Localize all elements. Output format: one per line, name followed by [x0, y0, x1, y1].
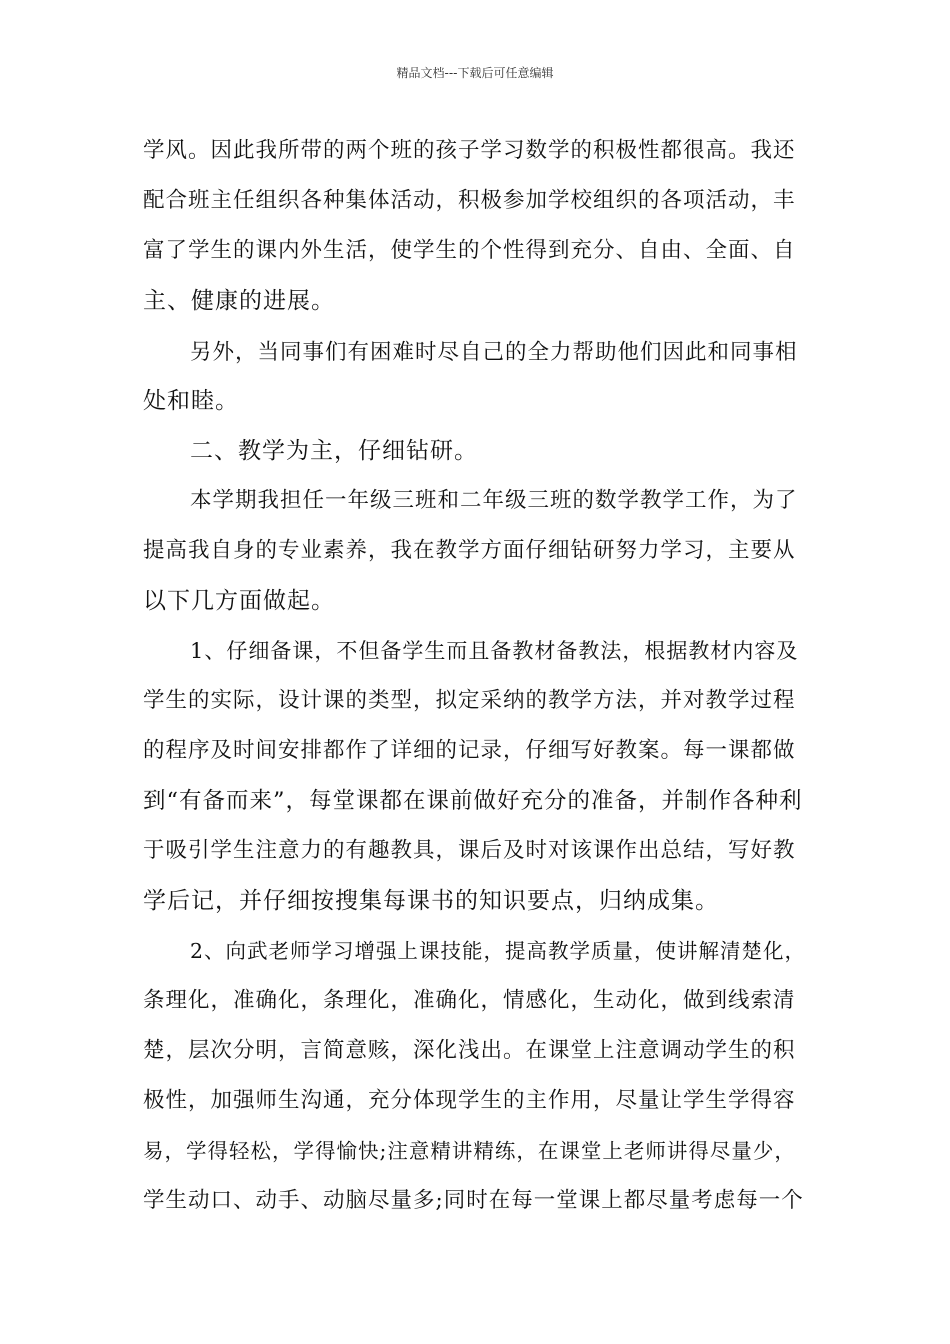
text-line: 极性，加强师生沟通，充分体现学生的主作用，尽量让学生学得容: [143, 1088, 796, 1113]
text-line: 配合班主任组织各种集体活动，积极参加学校组织的各项活动，丰: [143, 188, 796, 213]
text-line: 提高我自身的专业素养，我在教学方面仔细钻研努力学习，主要从: [143, 538, 796, 563]
text-line: 以下几方面做起。: [143, 588, 335, 614]
text-line: 楚，层次分明，言简意赅，深化浅出。在课堂上注意调动学生的积: [143, 1038, 796, 1063]
text-line: 学风。因此我所带的两个班的孩子学习数学的积极性都很高。我还: [143, 138, 796, 163]
text-line: 二、教学为主，仔细钻研。: [190, 438, 478, 464]
text-line: 本学期我担任一年级三班和二年级三班的数学教学工作，为了: [190, 488, 798, 513]
text-line: 学生动口、动手、动脑尽量多;同时在每一堂课上都尽量考虑每一个: [143, 1188, 804, 1213]
text-line: 富了学生的课内外生活，使学生的个性得到充分、自由、全面、自: [143, 238, 796, 263]
text-line: 2、向武老师学习增强上课技能，提高教学质量，使讲解清楚化，: [190, 939, 807, 963]
text-line: 的程序及时间安排都作了详细的记录，仔细写好教案。每一课都做: [143, 738, 796, 763]
text-line: 易，学得轻松，学得愉快;注意精讲精练，在课堂上老师讲得尽量少，: [143, 1139, 796, 1163]
page-header: 精品文档---下载后可任意编辑: [396, 66, 554, 80]
text-line: 学后记，并仔细按搜集每课书的知识要点，归纳成集。: [143, 888, 719, 914]
text-line: 到“有备而来”，每堂课都在课前做好充分的准备，并制作各种利: [143, 788, 803, 814]
text-line: 主、健康的进展。: [143, 288, 335, 314]
text-line: 条理化，准确化，条理化，准确化，情感化，生动化，做到线索清: [143, 988, 796, 1013]
text-line: 另外，当同事们有困难时尽自己的全力帮助他们因此和同事相: [190, 340, 798, 365]
text-line: 1、仔细备课，不但备学生而且备教材备教法，根据教材内容及: [190, 639, 799, 663]
text-line: 处和睦。: [143, 388, 239, 414]
text-line: 于吸引学生注意力的有趣教具，课后及时对该课作出总结，写好教: [143, 838, 796, 863]
text-line: 学生的实际，设计课的类型，拟定采纳的教学方法，并对教学过程: [143, 688, 796, 713]
